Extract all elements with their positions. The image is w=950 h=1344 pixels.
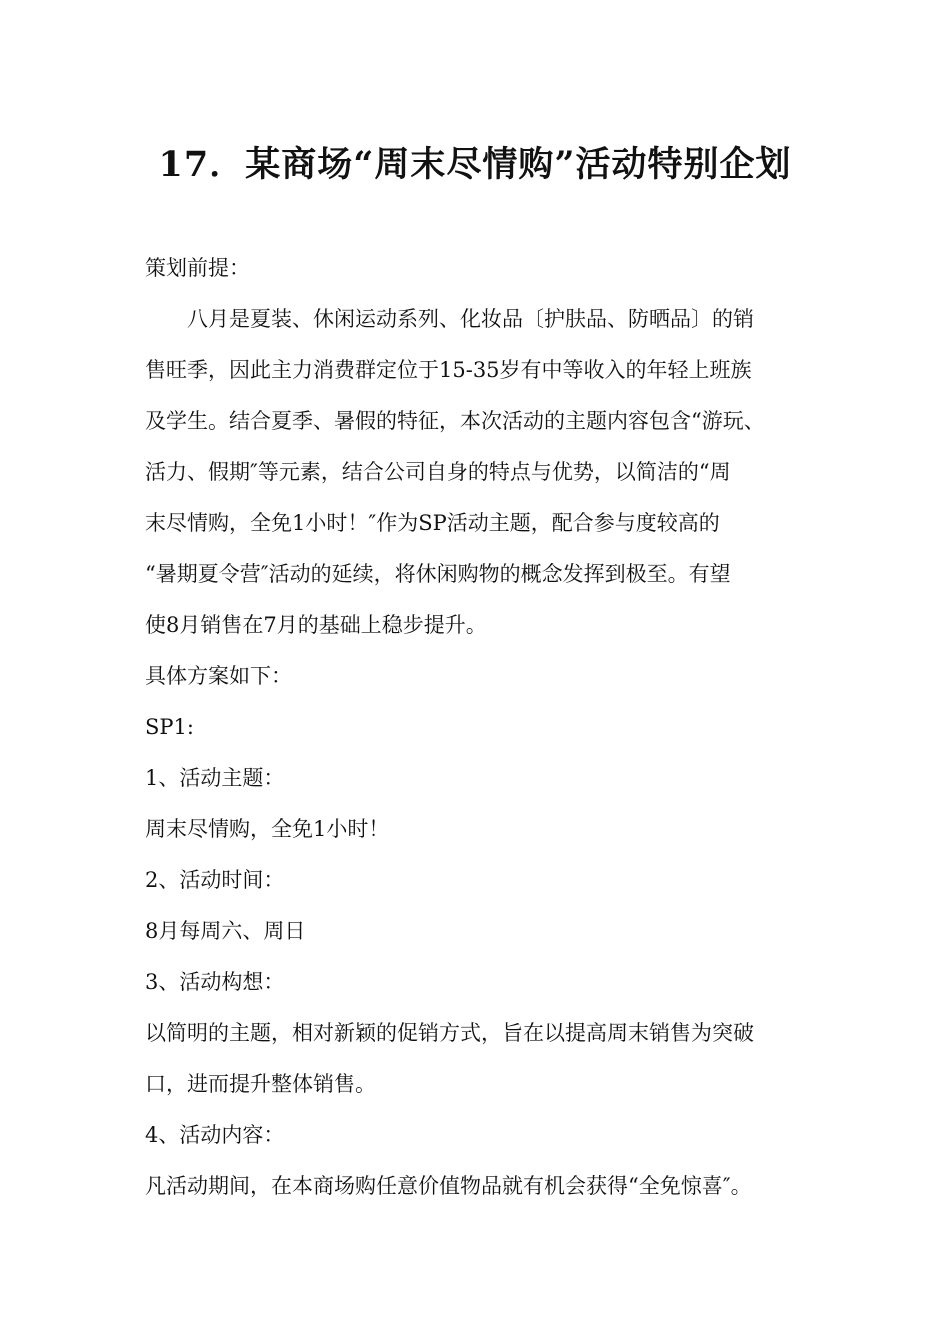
document-title: 17．某商场“周末尽情购”活动特别企划 [158, 144, 792, 185]
paragraph-line: 以简明的主题，相对新颖的促销方式，旨在以提高周末销售为突破 [145, 1021, 754, 1045]
paragraph-line: 凡活动期间，在本商场购任意价值物品就有机会获得“全免惊喜″。 [145, 1174, 752, 1198]
section-heading-plan: 具体方案如下： [145, 664, 292, 688]
item-heading-content: 4、活动内容： [145, 1123, 285, 1147]
section-heading-sp1: SP1: [145, 715, 194, 739]
paragraph-line: 及学生。结合夏季、暑假的特征，本次活动的主题内容包含“游玩、 [145, 409, 765, 433]
paragraph-line: 末尽情购，全免1小时！″作为SP活动主题，配合参与度较高的 [145, 511, 720, 535]
item-text-time: 8月每周六、周日 [145, 919, 306, 943]
item-heading-time: 2、活动时间： [145, 868, 285, 892]
section-heading-premise: 策划前提： [145, 256, 250, 280]
paragraph-line: 售旺季，因此主力消费群定位于15-35岁有中等收入的年轻上班族 [145, 358, 752, 382]
item-heading-theme: 1、活动主题： [145, 766, 285, 790]
paragraph-line: “暑期夏令营″活动的延续，将休闲购物的概念发挥到极至。有望 [145, 562, 731, 586]
paragraph-line: 口，进而提升整体销售。 [145, 1072, 376, 1096]
item-text-theme: 周末尽情购，全免1小时！ [145, 817, 390, 841]
paragraph-line: 八月是夏装、休闲运动系列、化妆品〔护肤品、防晒品〕的销 [187, 307, 754, 331]
document-body [145, 243, 835, 1212]
paragraph-line: 使8月销售在7月的基础上稳步提升。 [145, 613, 487, 637]
item-heading-concept: 3、活动构想： [145, 970, 285, 994]
paragraph-line: 活力、假期″等元素，结合公司自身的特点与优势，以简洁的“周 [145, 460, 731, 484]
